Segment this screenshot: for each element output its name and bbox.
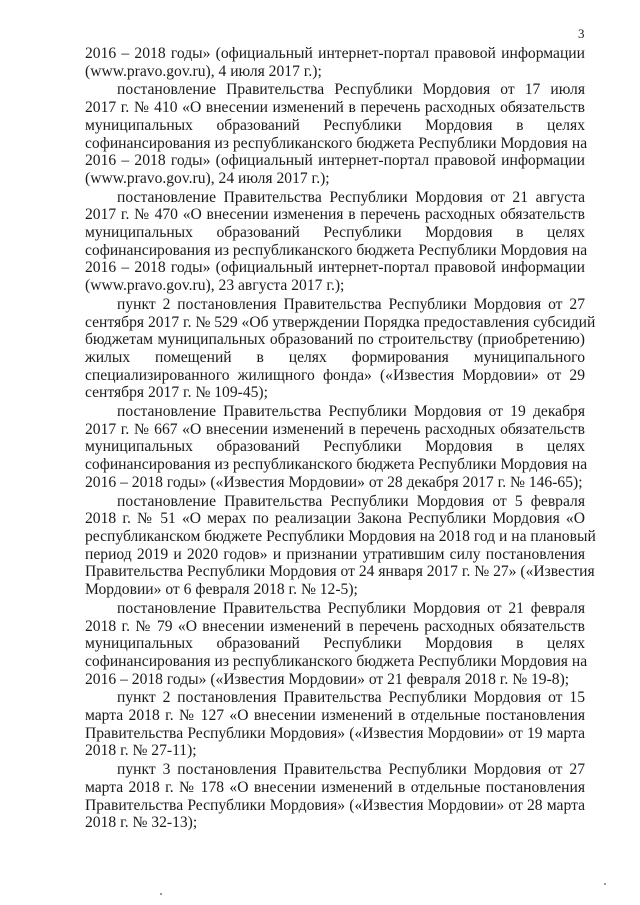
text-line: бюджетам муниципальных образований по строительству (приобретению) (85, 331, 585, 349)
text-line: софинансирования из республиканского бюджета Республики Мордовия на (85, 241, 588, 259)
text-line: Правительства Республики Мордовия» («Известия Мордовии» от 28 марта (85, 796, 585, 814)
text-line: постановление Правительства Республики Мордовия от 19 декабря (117, 403, 585, 421)
paragraph-resolution-410 (85, 81, 588, 187)
text-line: (www.pravo.gov.ru), 4 июля 2017 г.); (85, 62, 322, 80)
text-line: Мордовии» от 6 февраля 2018 г. № 12-5); (85, 581, 358, 599)
text-line: софинансирования из республиканского бюджета Республики Мордовия на (85, 456, 588, 474)
paragraph-resolution-178 (85, 761, 585, 832)
text-line: период 2019 и 2020 годов» и признании утратившим силу постановления (85, 545, 585, 563)
text-line: муниципальных образований Республики Мордовия в целях (85, 116, 585, 134)
page-number: 3 (578, 26, 585, 41)
scan-dust-mark (604, 883, 606, 885)
text-line: 2016 – 2018 годы» (официальный интернет-портал правовой информации (85, 259, 585, 277)
text-line: пункт 3 постановления Правительства Республики Мордовия от 27 (117, 761, 585, 779)
text-line: постановление Правительства Республики Мордовия от 17 июля (117, 81, 585, 99)
text-line: сентября 2017 г. № 529 «Об утверждении Порядка предоставления субсидий (85, 313, 596, 331)
text-line: жилых помещений в целях формирования муниципального (85, 348, 585, 366)
text-line: 2017 г. № 410 «О внесении изменений в перечень расходных обязательств (85, 99, 585, 117)
text-line: муниципальных образований Республики Мордовия в целях (85, 635, 585, 653)
text-line: 2018 г. № 51 «О мерах по реализации Закона Республики Мордовия «О (85, 510, 585, 528)
text-line: 2017 г. № 470 «О внесении изменения в перечень расходных обязательств (85, 206, 585, 224)
text-line: 2016 – 2018 годы» («Известия Мордовии» от 21 февраля 2018 г. № 19-8); (85, 670, 570, 688)
text-line: муниципальных образований Республики Мордовия в целях (85, 438, 585, 456)
text-line: 2016 – 2018 годы» (официальный интернет-портал правовой информации (85, 45, 585, 62)
text-line: постановление Правительства Республики Мордовия от 5 февраля (117, 492, 585, 510)
text-line: сентября 2017 г. № 109-45); (85, 384, 268, 402)
paragraph-resolution-529 (85, 295, 596, 402)
scan-dust-mark (160, 893, 162, 895)
text-line: 2018 г. № 32-13); (85, 814, 198, 832)
text-line: постановление Правительства Республики Мордовия от 21 августа (117, 188, 585, 206)
text-line: (www.pravo.gov.ru), 23 августа 2017 г.); (85, 277, 345, 295)
text-line: 2018 г. № 27-11); (85, 742, 197, 760)
text-line: (www.pravo.gov.ru), 24 июля 2017 г.); (85, 169, 330, 187)
text-line: постановление Правительства Республики Мордовия от 21 февраля (117, 599, 585, 617)
paragraph-resolution-127 (85, 689, 585, 760)
paragraph-resolution-667 (85, 403, 588, 492)
text-line: пункт 2 постановления Правительства Республики Мордовия от 15 (117, 689, 585, 707)
text-line: 2016 – 2018 годы» («Известия Мордовии» от 28 декабря 2017 г. № 146-65); (85, 473, 583, 491)
paragraph-resolution-470 (85, 188, 588, 295)
document-body (85, 45, 596, 832)
text-line: 2017 г. № 667 «О внесении изменений в перечень расходных обязательств (85, 420, 585, 438)
text-line: муниципальных образований Республики Мордовия в целях (85, 224, 585, 242)
text-line: 2016 – 2018 годы» (официальный интернет-портал правовой информации (85, 152, 585, 170)
paragraph-resolution-51 (85, 492, 596, 599)
paragraph-continuation (85, 45, 585, 80)
text-line: республиканском бюджете Республики Мордовия на 2018 год и на плановый (85, 527, 596, 545)
text-line: 2018 г. № 79 «О внесении изменений в перечень расходных обязательств (85, 617, 585, 635)
text-line: софинансирования из республиканского бюджета Республики Мордовия на (85, 652, 588, 670)
text-line: пункт 2 постановления Правительства Республики Мордовия от 27 (117, 295, 585, 313)
text-line: специализированного жилищного фонда» («Известия Мордовии» от 29 (85, 366, 585, 384)
paragraph-resolution-79 (85, 599, 588, 689)
text-line: Правительства Республики Мордовия» («Известия Мордовии» от 19 марта (85, 724, 585, 742)
text-line: софинансирования из республиканского бюджета Республики Мордовия на (85, 134, 588, 152)
text-line: Правительства Республики Мордовия от 24 января 2017 г. № 27» («Известия (85, 563, 595, 581)
text-line: марта 2018 г. № 127 «О внесении изменений в отдельные постановления (85, 707, 585, 725)
text-line: марта 2018 г. № 178 «О внесении изменений в отдельные постановления (85, 778, 585, 796)
